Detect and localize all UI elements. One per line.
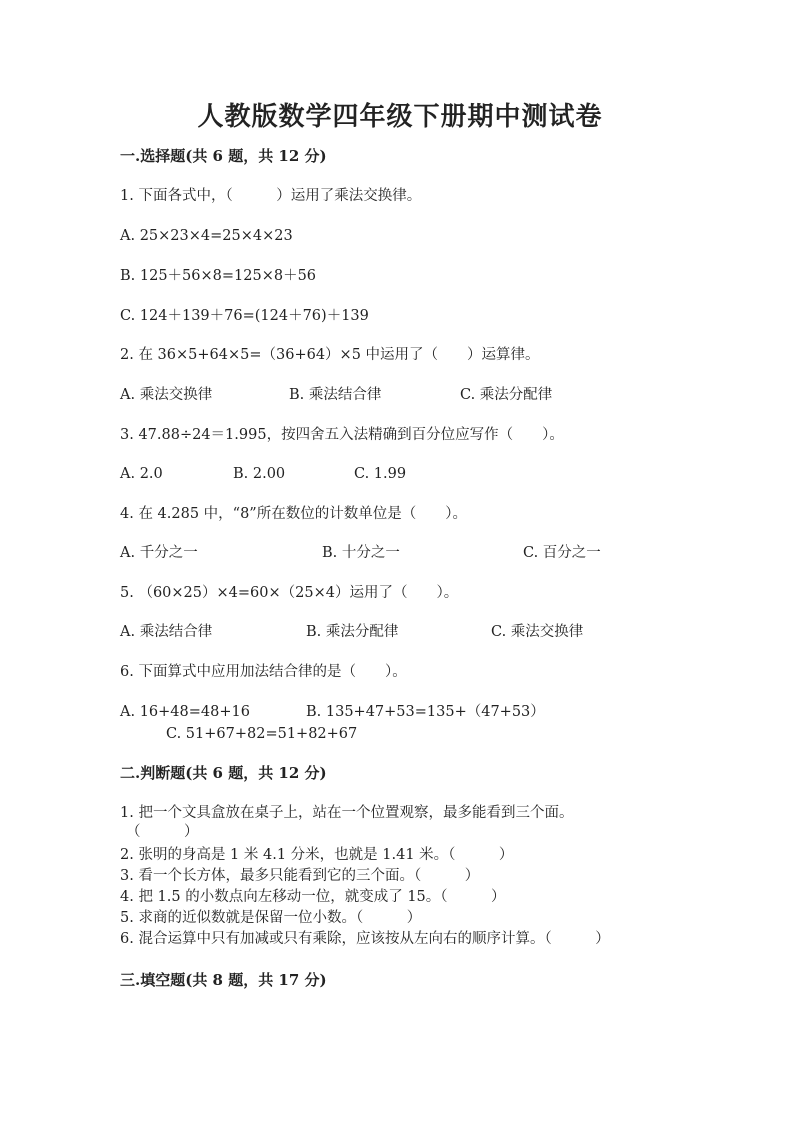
question-6-option-a: A. 16+48=48+16 (120, 704, 250, 720)
question-5-stem: 5. （60×25）×4=60×（25×4）运用了（ ）。 (120, 585, 459, 601)
judgement-5: 5. 求商的近似数就是保留一位小数。（ ） (120, 910, 422, 926)
question-1-option-b: B. 125＋56×8=125×8＋56 (120, 268, 317, 284)
question-5-option-a: A. 乘法结合律 (120, 624, 213, 640)
page-title: 人教版数学四年级下册期中测试卷 (197, 102, 603, 132)
question-4-option-a: A. 千分之一 (120, 545, 198, 561)
section-heading-judgement: 二.判断题(共 6 题，共 12 分) (120, 764, 327, 782)
question-2-option-b: B. 乘法结合律 (289, 387, 382, 403)
question-4-option-c: C. 百分之一 (523, 545, 601, 561)
question-2-stem: 2. 在 36×5+64×5=（36+64）×5 中运用了（ ）运算律。 (120, 347, 540, 363)
question-5-option-b: B. 乘法分配律 (306, 624, 399, 640)
question-1-option-c: C. 124＋139＋76=(124＋76)＋139 (120, 308, 369, 324)
question-3-stem: 3. 47.88÷24＝1.995，按四舍五入法精确到百分位应写作（ ）。 (120, 427, 564, 443)
question-6-stem: 6. 下面算式中应用加法结合律的是（ ）。 (120, 664, 407, 680)
question-1-stem: 1. 下面各式中，（ ）运用了乘法交换律。 (120, 188, 422, 204)
judgement-1: 1. 把一个文具盒放在桌子上，站在一个位置观察，最多能看到三个面。 (120, 805, 574, 821)
question-1-option-a: A. 25×23×4=25×4×23 (120, 228, 293, 244)
question-3-option-c: C. 1.99 (354, 466, 407, 482)
question-2-option-c: C. 乘法分配律 (460, 387, 553, 403)
question-4-stem: 4. 在 4.285 中，“8”所在数位的计数单位是（ ）。 (120, 506, 467, 522)
section-heading-fill-in: 三.填空题(共 8 题，共 17 分) (120, 971, 327, 989)
question-6-option-c: C. 51+67+82=51+82+67 (166, 726, 358, 742)
judgement-6: 6. 混合运算中只有加减或只有乘除，应该按从左向右的顺序计算。（ ） (120, 931, 610, 947)
section-heading-choice: 一.选择题(共 6 题，共 12 分) (120, 147, 327, 165)
question-2-option-a: A. 乘法交换律 (120, 387, 213, 403)
judgement-3: 3. 看一个长方体，最多只能看到它的三个面。（ ） (120, 868, 480, 884)
question-3-option-a: A. 2.0 (120, 466, 163, 482)
judgement-4: 4. 把 1.5 的小数点向左移动一位，就变成了 15。（ ） (120, 889, 506, 905)
question-3-option-b: B. 2.00 (233, 466, 286, 482)
question-5-option-c: C. 乘法交换律 (491, 624, 584, 640)
judgement-1-answer-blank: （ ） (126, 824, 199, 840)
judgement-2: 2. 张明的身高是 1 米 4.1 分米，也就是 1.41 米。（ ） (120, 847, 514, 863)
question-4-option-b: B. 十分之一 (322, 545, 400, 561)
question-6-option-b: B. 135+47+53=135+（47+53） (306, 704, 545, 720)
